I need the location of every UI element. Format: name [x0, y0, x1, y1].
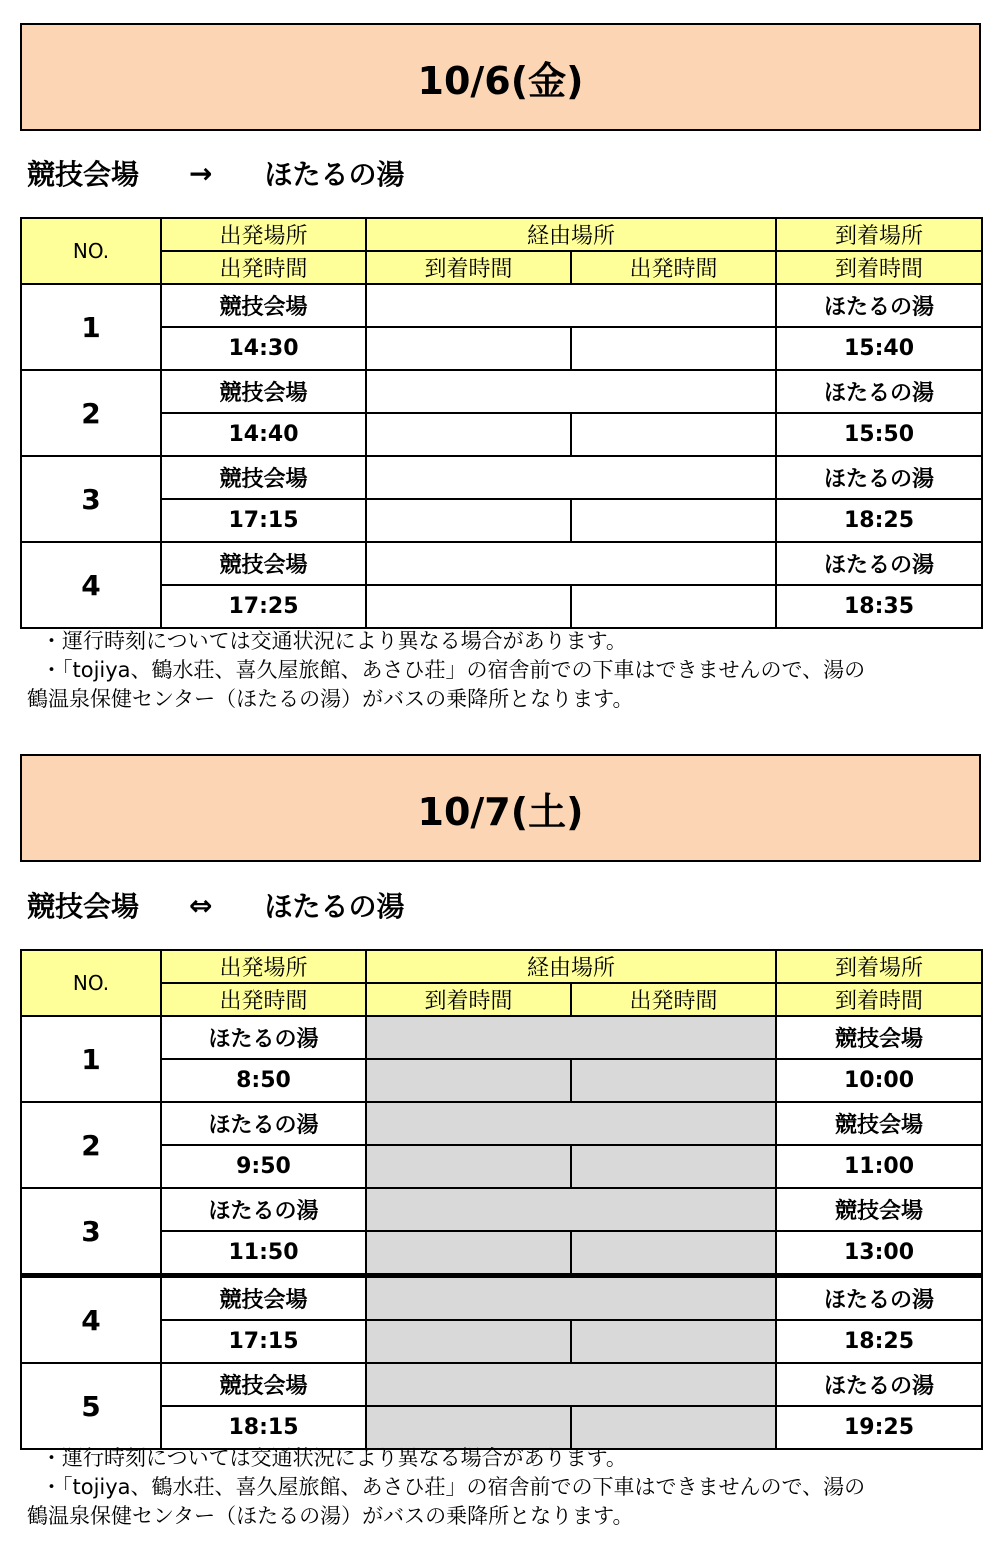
note-line: ・運行時刻については交通状況により異なる場合があります。 — [41, 629, 627, 653]
via-arrival-time — [366, 1145, 571, 1188]
table-row — [21, 456, 982, 499]
departure-place: ほたるの湯 — [161, 1102, 366, 1145]
header-arrival-place: 到着場所 — [776, 218, 982, 251]
trip-number: 4 — [21, 1276, 161, 1364]
via-departure-time — [571, 1320, 776, 1363]
table-row — [21, 1320, 982, 1363]
route-from: 競技会場 — [27, 890, 140, 923]
two-way-arrow-icon: ⇔ — [189, 888, 213, 922]
table-row — [21, 1276, 982, 1321]
arrival-time: 18:35 — [776, 585, 982, 628]
table-row — [21, 542, 982, 585]
route-from: 競技会場 — [27, 158, 140, 191]
table-row — [21, 1231, 982, 1276]
trip-number: 3 — [21, 1188, 161, 1276]
route-to: ほたるの湯 — [264, 158, 405, 191]
header-departure-place: 出発場所 — [161, 218, 366, 251]
arrival-time: 13:00 — [776, 1231, 982, 1276]
via-departure-time — [571, 1406, 776, 1449]
via-departure-time — [571, 1059, 776, 1102]
header-departure-place: 出発場所 — [161, 950, 366, 983]
schedule-table — [20, 217, 983, 629]
arrival-place: 競技会場 — [776, 1188, 982, 1231]
arrival-place: ほたるの湯 — [776, 1363, 982, 1406]
departure-time: 8:50 — [161, 1059, 366, 1102]
trip-number: 3 — [21, 456, 161, 542]
table-row — [21, 370, 982, 413]
via-place — [366, 1276, 776, 1321]
arrival-time: 18:25 — [776, 1320, 982, 1363]
arrival-time: 10:00 — [776, 1059, 982, 1102]
header-no: NO. — [21, 950, 161, 1016]
via-place — [366, 1363, 776, 1406]
via-arrival-time — [366, 413, 571, 456]
date-banner: 10/7(土) — [20, 754, 981, 862]
date-banner: 10/6(金) — [20, 23, 981, 131]
table-row — [21, 1059, 982, 1102]
via-departure-time — [571, 327, 776, 370]
departure-place: 競技会場 — [161, 542, 366, 585]
via-arrival-time — [366, 1406, 571, 1449]
via-place — [366, 284, 776, 327]
note-line: ・運行時刻については交通状況により異なる場合があります。 — [41, 1446, 627, 1470]
table-row — [21, 284, 982, 327]
departure-place: 競技会場 — [161, 370, 366, 413]
arrival-time: 15:40 — [776, 327, 982, 370]
header-row — [21, 983, 982, 1016]
departure-time: 17:15 — [161, 1320, 366, 1363]
arrival-place: ほたるの湯 — [776, 284, 982, 327]
via-departure-time — [571, 1145, 776, 1188]
arrival-place: ほたるの湯 — [776, 456, 982, 499]
via-place — [366, 542, 776, 585]
via-place — [366, 1188, 776, 1231]
table-row — [21, 327, 982, 370]
right-arrow-icon: → — [189, 156, 213, 190]
header-departure-time: 出発時間 — [161, 251, 366, 284]
note-line: 鶴温泉保健センター（ほたるの湯）がバスの乗降所となります。 — [27, 1504, 634, 1528]
notes — [27, 627, 987, 714]
header-via-place: 経由場所 — [366, 950, 776, 983]
schedule-table — [20, 949, 983, 1450]
departure-time: 14:30 — [161, 327, 366, 370]
trip-number: 1 — [21, 1016, 161, 1102]
note-line: ・「tojiya、鶴水荘、喜久屋旅館、あさひ荘」の宿舎前での下車はできませんので、湯の — [41, 658, 866, 682]
route-title — [27, 153, 405, 193]
route-to: ほたるの湯 — [264, 890, 405, 923]
header-row — [21, 218, 982, 251]
via-departure-time — [571, 1231, 776, 1276]
header-arrival-time: 到着時間 — [776, 983, 982, 1016]
note-line: 鶴温泉保健センター（ほたるの湯）がバスの乗降所となります。 — [27, 687, 634, 711]
departure-time: 9:50 — [161, 1145, 366, 1188]
via-place — [366, 456, 776, 499]
via-place — [366, 370, 776, 413]
header-departure-time: 出発時間 — [161, 983, 366, 1016]
arrival-place: ほたるの湯 — [776, 370, 982, 413]
arrival-time: 19:25 — [776, 1406, 982, 1449]
table-row — [21, 1102, 982, 1145]
via-departure-time — [571, 499, 776, 542]
via-place — [366, 1016, 776, 1059]
trip-number: 2 — [21, 1102, 161, 1188]
route-title — [27, 885, 405, 925]
via-arrival-time — [366, 1059, 571, 1102]
via-arrival-time — [366, 1320, 571, 1363]
table-row — [21, 1363, 982, 1406]
departure-place: 競技会場 — [161, 1363, 366, 1406]
header-via-arrival-time: 到着時間 — [366, 251, 571, 284]
via-arrival-time — [366, 585, 571, 628]
via-departure-time — [571, 413, 776, 456]
trip-number: 4 — [21, 542, 161, 628]
table-row — [21, 585, 982, 628]
arrival-place: 競技会場 — [776, 1016, 982, 1059]
arrival-time: 15:50 — [776, 413, 982, 456]
departure-place: 競技会場 — [161, 456, 366, 499]
table-row — [21, 1188, 982, 1231]
via-place — [366, 1102, 776, 1145]
header-via-departure-time: 出発時間 — [571, 251, 776, 284]
header-via-arrival-time: 到着時間 — [366, 983, 571, 1016]
departure-place: 競技会場 — [161, 1276, 366, 1321]
arrival-time: 11:00 — [776, 1145, 982, 1188]
trip-number: 2 — [21, 370, 161, 456]
via-departure-time — [571, 585, 776, 628]
arrival-place: ほたるの湯 — [776, 542, 982, 585]
departure-time: 11:50 — [161, 1231, 366, 1276]
arrival-place: 競技会場 — [776, 1102, 982, 1145]
departure-time: 18:15 — [161, 1406, 366, 1449]
via-arrival-time — [366, 1231, 571, 1276]
header-via-departure-time: 出発時間 — [571, 983, 776, 1016]
arrival-place: ほたるの湯 — [776, 1276, 982, 1321]
departure-place: 競技会場 — [161, 284, 366, 327]
departure-place: ほたるの湯 — [161, 1016, 366, 1059]
arrival-time: 18:25 — [776, 499, 982, 542]
header-row — [21, 950, 982, 983]
trip-number: 1 — [21, 284, 161, 370]
table-row — [21, 1145, 982, 1188]
header-arrival-place: 到着場所 — [776, 950, 982, 983]
table-row — [21, 1406, 982, 1449]
header-row — [21, 251, 982, 284]
via-arrival-time — [366, 499, 571, 542]
table-row — [21, 413, 982, 456]
table-row — [21, 1016, 982, 1059]
via-arrival-time — [366, 327, 571, 370]
departure-place: ほたるの湯 — [161, 1188, 366, 1231]
header-via-place: 経由場所 — [366, 218, 776, 251]
departure-time: 14:40 — [161, 413, 366, 456]
header-arrival-time: 到着時間 — [776, 251, 982, 284]
departure-time: 17:25 — [161, 585, 366, 628]
note-line: ・「tojiya、鶴水荘、喜久屋旅館、あさひ荘」の宿舎前での下車はできませんので、湯の — [41, 1475, 866, 1499]
departure-time: 17:15 — [161, 499, 366, 542]
table-row — [21, 499, 982, 542]
header-no: NO. — [21, 218, 161, 284]
trip-number: 5 — [21, 1363, 161, 1449]
notes — [27, 1444, 987, 1531]
